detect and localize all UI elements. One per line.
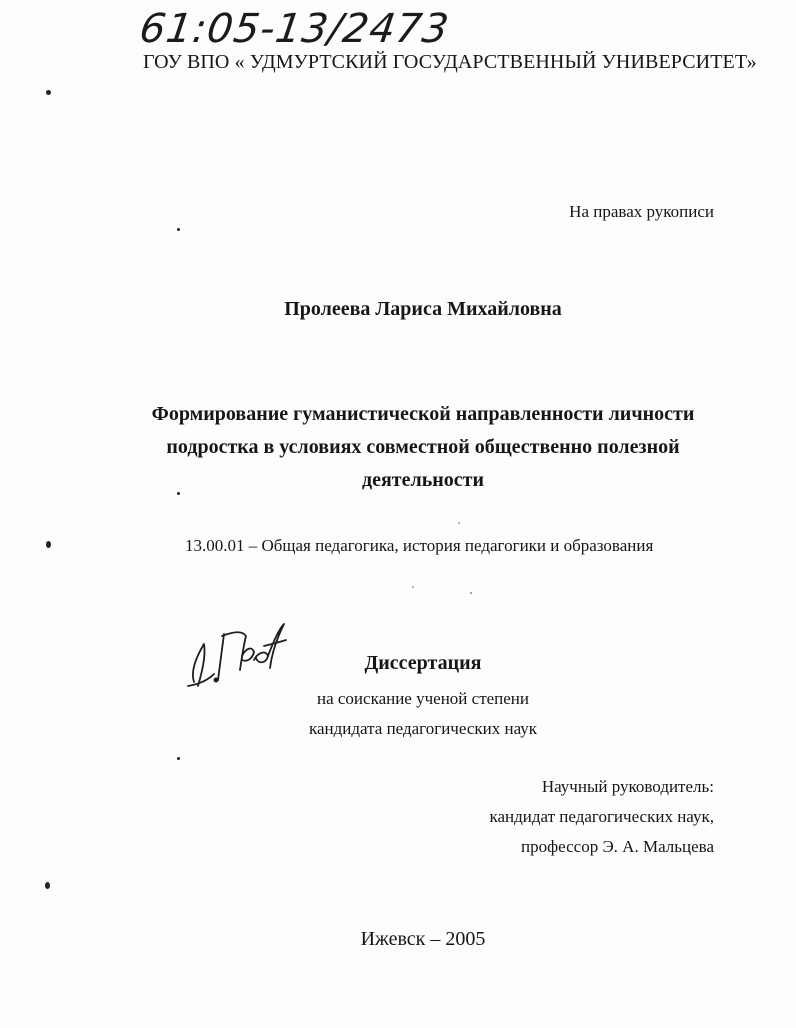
degree-line: кандидата педагогических наук xyxy=(308,719,538,738)
degree-line: на соискание ученой степени xyxy=(316,689,530,708)
supervisor-line: Научный руководитель: xyxy=(541,777,714,796)
dissertation-title xyxy=(0,398,796,497)
title-line: деятельности xyxy=(361,469,485,491)
supervisor-line: профессор Э. А. Мальцева xyxy=(521,837,714,856)
title-line: Формирование гуманистической направленности личности xyxy=(151,403,695,425)
scan-speck xyxy=(177,228,180,231)
title-line: подростка в условиях совместной общественно полезной xyxy=(166,436,680,458)
scan-speck xyxy=(46,90,51,95)
handwritten-signature xyxy=(180,610,290,692)
scan-speck xyxy=(177,757,180,760)
city-and-year: Ижевск – 2005 xyxy=(360,928,486,950)
scan-speck xyxy=(177,492,180,495)
scan-speck xyxy=(412,586,414,588)
scan-speck xyxy=(458,522,460,524)
university-header: ГОУ ВПО « УДМУРТСКИЙ ГОСУДАРСТВЕННЫЙ УНИВЕРСИТЕТ» xyxy=(143,51,757,73)
degree-statement xyxy=(0,684,796,744)
manuscript-rights-note: На правах рукописи xyxy=(569,202,714,221)
scan-speck xyxy=(46,541,51,548)
supervisor-line: кандидат педагогических наук, xyxy=(489,807,714,826)
handwritten-archive-number: 61:05-13/2473 xyxy=(136,6,453,52)
specialty-code: 13.00.01 – Общая педагогика, история педагогики и образования xyxy=(185,536,654,555)
scan-speck xyxy=(45,882,50,889)
document-type: Диссертация xyxy=(364,652,482,674)
scientific-supervisor xyxy=(0,772,714,862)
scan-speck xyxy=(470,592,472,594)
author-name: Пролеева Лариса Михайловна xyxy=(284,298,562,320)
